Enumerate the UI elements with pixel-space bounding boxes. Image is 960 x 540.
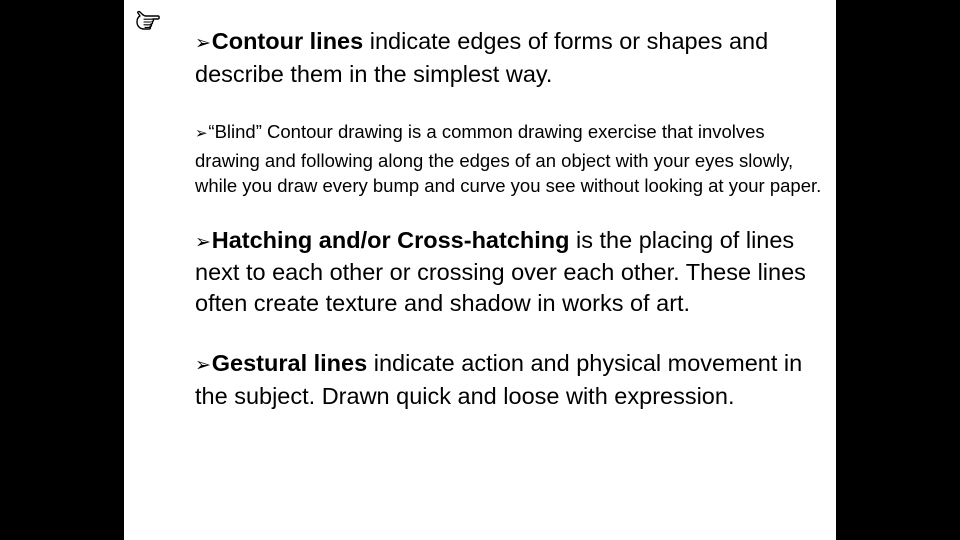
slide-content (195, 26, 825, 411)
arrow-bullet-icon: ➢ (195, 230, 211, 252)
description-blind-contour: “Blind” Contour drawing is a common drawing exercise that involves drawing and following along the edges of an object with your eyes slowly, while you draw every bump and curve you see without looking at your paper. (195, 121, 822, 196)
bullet-hatching (195, 225, 825, 319)
arrow-bullet-icon: ➢ (195, 126, 208, 142)
bullet-blind-contour (195, 119, 825, 199)
term-contour-lines: Contour lines (211, 28, 364, 54)
arrow-bullet-icon: ➢ (195, 354, 211, 375)
bullet-gestural-lines (195, 348, 825, 411)
arrow-bullet-icon: ➢ (195, 32, 211, 53)
term-hatching: Hatching and/or Cross-hatching (211, 226, 570, 253)
description-contour-lines: indicate edges of forms or shapes and describe them in the simplest way. (195, 28, 769, 87)
description-hatching: is the placing of lines next to each other or crossing over each other. These lines often create texture and shadow in works of art. (195, 226, 806, 316)
slide (124, 0, 836, 540)
pointing-hand-icon[interactable] (134, 9, 160, 33)
term-gestural-lines: Gestural lines (211, 350, 368, 376)
bullet-contour-lines (195, 26, 825, 89)
description-gestural-lines: indicate action and physical movement in the subject. Drawn quick and loose with expression. (195, 350, 803, 409)
